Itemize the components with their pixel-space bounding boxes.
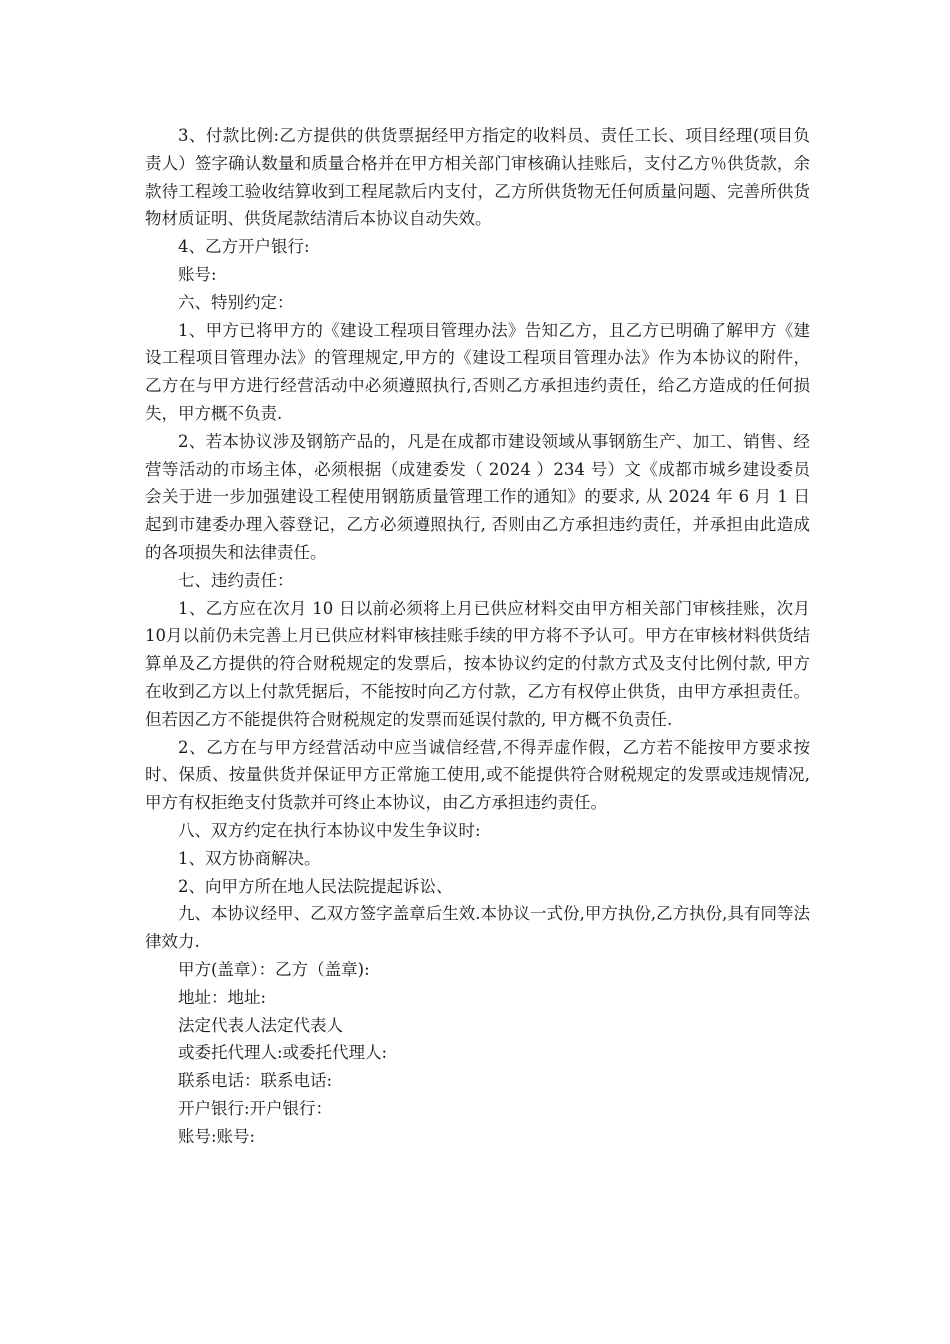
signature-legal-rep-line: 法定代表人法定代表人 [178,1015,343,1035]
liability-item-1: 1、乙方应在次月 10 日以前必须将上月已供应材料交由甲方相关部门审核挂账，次月 10月以前仍未完善上月已供应材料审核挂账手续的甲方将不予认可。甲方在审核材料供货结算单及乙方提供的符合财税规定的发票后，按本协议约定的付款方式及支付比例付款, 甲方在收到乙方以上付款凭据后，不能按时向乙方付款，乙方有权停止供货，由甲方承担责任。但若因乙方不能提供符合财税规定的发票而延误付款的, 甲方概不负责任. [145,598,810,729]
payment-ratio-paragraph: 3、付款比例:乙方提供的供货票据经甲方指定的收料员、责任工长、项目经理(项目负责人）签字确认数量和质量合格并在甲方相关部门审核确认挂账后，支付乙方％供货款，余款待工程竣工验收结算收到工程尾款后内支付，乙方所供货物无任何质量问题、完善所供货物材质证明、供货尾款结清后本协议自动失效。 [145,126,810,229]
signature-phone-line: 联系电话：联系电话: [178,1071,333,1091]
dispute-item-1: 1、双方协商解决。 [178,848,321,868]
signature-agent-line: 或委托代理人:或委托代理人: [178,1043,388,1063]
signature-address-line: 地址：地址: [178,987,267,1007]
signature-seal-line: 甲方(盖章）：乙方（盖章): [178,959,370,979]
section-liability-heading: 七、违约责任： [178,570,294,590]
special-agreement-item-1: 1、甲方已将甲方的《建设工程项目管理办法》告知乙方，且乙方已明确了解甲方《建设工程项目管理办法》的管理规定,甲方的《建设工程项目管理办法》作为本协议的附件，乙方在与甲方进行经营活动中必须遵照执行,否则乙方承担违约责任，给乙方造成的任何损失，甲方概不负责. [145,320,810,423]
dispute-item-2: 2、向甲方所在地人民法院提起诉讼、 [178,876,453,896]
signature-account-line: 账号:账号: [178,1126,256,1146]
liability-item-2: 2、乙方在与甲方经营活动中应当诚信经营,不得弄虚作假，乙方若不能按甲方要求按时、保质、按量供货并保证甲方正常施工使用,或不能提供符合财税规定的发票或违规情况,甲方有权拒绝支付货款并可终止本协议，由乙方承担违约责任。 [145,737,810,813]
section-dispute-heading: 八、双方约定在执行本协议中发生争议时: [178,820,481,840]
section-effectiveness-paragraph: 九、本协议经甲、乙双方签字盖章后生效.本协议一式份,甲方执份,乙方执份,具有同等法律效力. [145,904,810,952]
account-number-line: 账号: [178,264,217,284]
party-b-bank-line: 4、乙方开户银行: [178,237,310,257]
document-body [145,122,810,1150]
section-special-agreement-heading: 六、特别约定： [178,292,294,312]
signature-bank-line: 开户银行:开户银行： [178,1098,333,1118]
special-agreement-item-2: 2、若本协议涉及钢筋产品的，凡是在成都市建设领域从事钢筋生产、加工、销售、经营等活动的市场主体，必须根据（成建委发（ 2024 ）234 号）文《成都市城乡建设委员会关于进一步加强建设工程使用钢筋质量管理工作的通知》的要求, 从 2024 年 6 月 1 日起到市建委办理入蓉登记，乙方必须遵照执行, 否则由乙方承担违约责任，并承担由此造成的各项损失和法律责任。 [145,431,810,562]
